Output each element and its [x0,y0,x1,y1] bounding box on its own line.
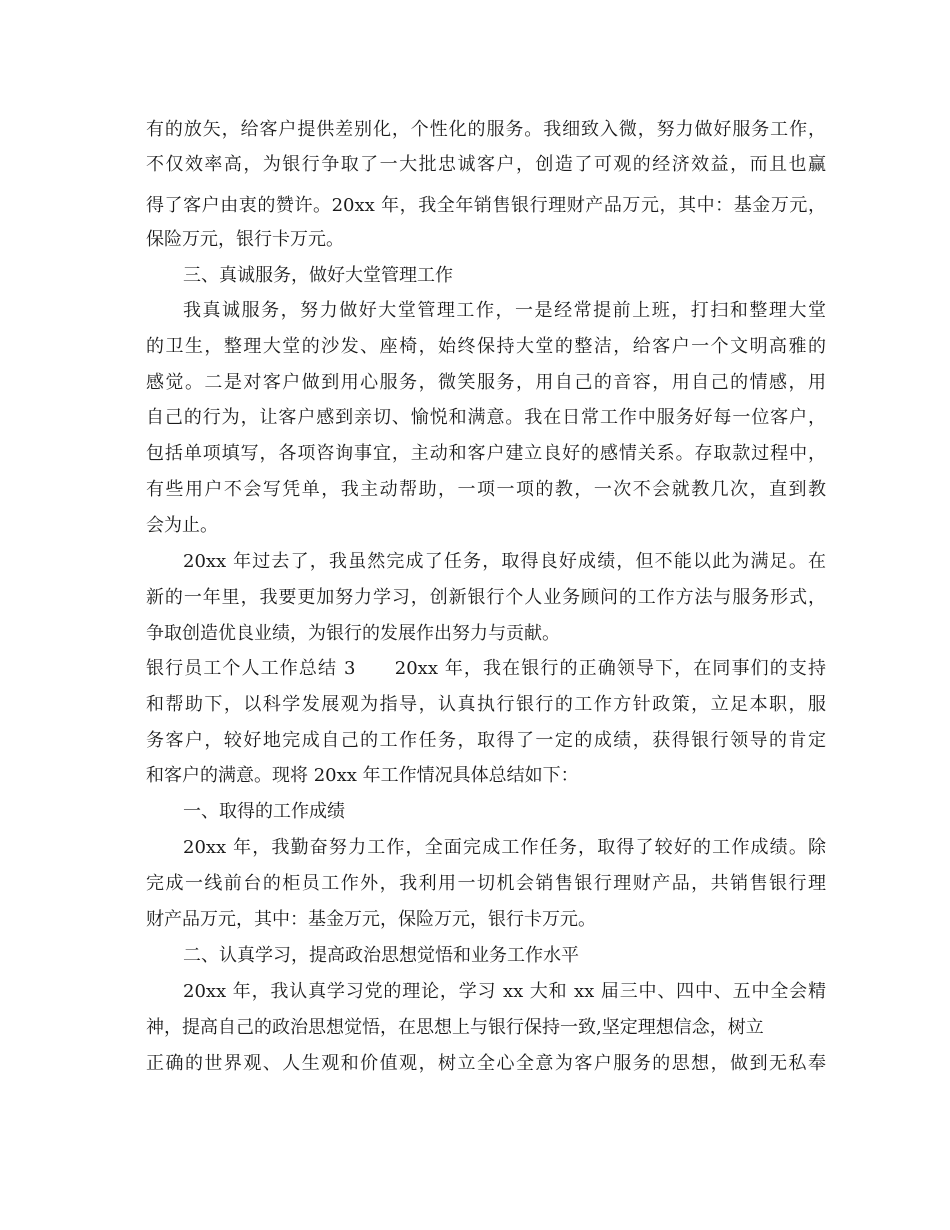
text-line: 完成一线前台的柜员工作外，我利用一切机会销售银行理财产品，共销售银行理 [146,873,826,894]
section-heading: 一、取得的工作成绩 [183,801,345,822]
text-line: 的卫生，整理大堂的沙发、座椅，始终保持大堂的整洁，给客户一个文明高雅的 [146,336,826,357]
text-line: 和帮助下，以科学发展观为指导，认真执行银行的工作方针政策，立足本职，服 [146,694,826,715]
text-line: 20xx 年过去了，我虽然完成了任务，取得良好成绩，但不能以此为满足。在 [183,551,826,572]
text-line: 保险万元，银行卡万元。 [146,229,344,250]
text-line: 神，提高自己的政治思想觉悟，在思想上与银行保持一致,坚定理想信念，树立 [146,1017,764,1038]
text-line: 20xx 年，我勤奋努力工作，全面完成工作任务，取得了较好的工作成绩。除 [183,837,826,858]
text-line: 自己的行为，让客户感到亲切、愉悦和满意。我在日常工作中服务好每一位客户， [146,407,826,428]
document-subtitle-line: 银行员工个人工作总结 3 20xx 年，我在银行的正确领导下，在同事们的支持 [146,658,826,679]
text-line: 有些用户不会写凭单，我主动帮助，一项一项的教，一次不会就教几次，直到教 [146,479,826,500]
text-line: 财产品万元，其中：基金万元，保险万元，银行卡万元。 [146,909,596,930]
text-line: 新的一年里，我要更加努力学习，创新银行个人业务顾问的工作方法与服务形式， [146,587,826,608]
text-line: 不仅效率高，为银行争取了一大批忠诚客户，创造了可观的经济效益，而且也赢 [146,154,826,175]
text-line: 和客户的满意。现将 20xx 年工作情况具体总结如下： [146,765,579,786]
text-line: 争取创造优良业绩，为银行的发展作出努力与贡献。 [146,623,560,644]
text-line: 正确的世界观、人生观和价值观，树立全心全意为客户服务的思想，做到无私奉 [146,1053,826,1074]
text-line: 我真诚服务，努力做好大堂管理工作，一是经常提前上班，打扫和整理大堂 [183,300,826,321]
text-line: 包括单项填写，各项咨询事宜，主动和客户建立良好的感情关系。存取款过程中， [146,443,826,464]
text-line: 20xx 年，我认真学习党的理论，学习 xx 大和 xx 届三中、四中、五中全会精 [183,981,826,1002]
text-line: 务客户，较好地完成自己的工作任务，取得了一定的成绩，获得银行领导的肯定 [146,730,826,751]
text-line: 得了客户由衷的赞许。20xx 年，我全年销售银行理财产品万元，其中：基金万元， [146,195,826,216]
text-line: 感觉。二是对客户做到用心服务，微笑服务，用自己的音容，用自己的情感，用 [146,372,826,393]
section-heading: 三、真诚服务，做好大堂管理工作 [183,265,453,286]
text-line: 会为止。 [146,515,218,536]
text-line: 有的放矢，给客户提供差别化，个性化的服务。我细致入微，努力做好服务工作， [146,119,826,140]
section-heading: 二、认真学习，提高政治思想觉悟和业务工作水平 [183,945,579,966]
